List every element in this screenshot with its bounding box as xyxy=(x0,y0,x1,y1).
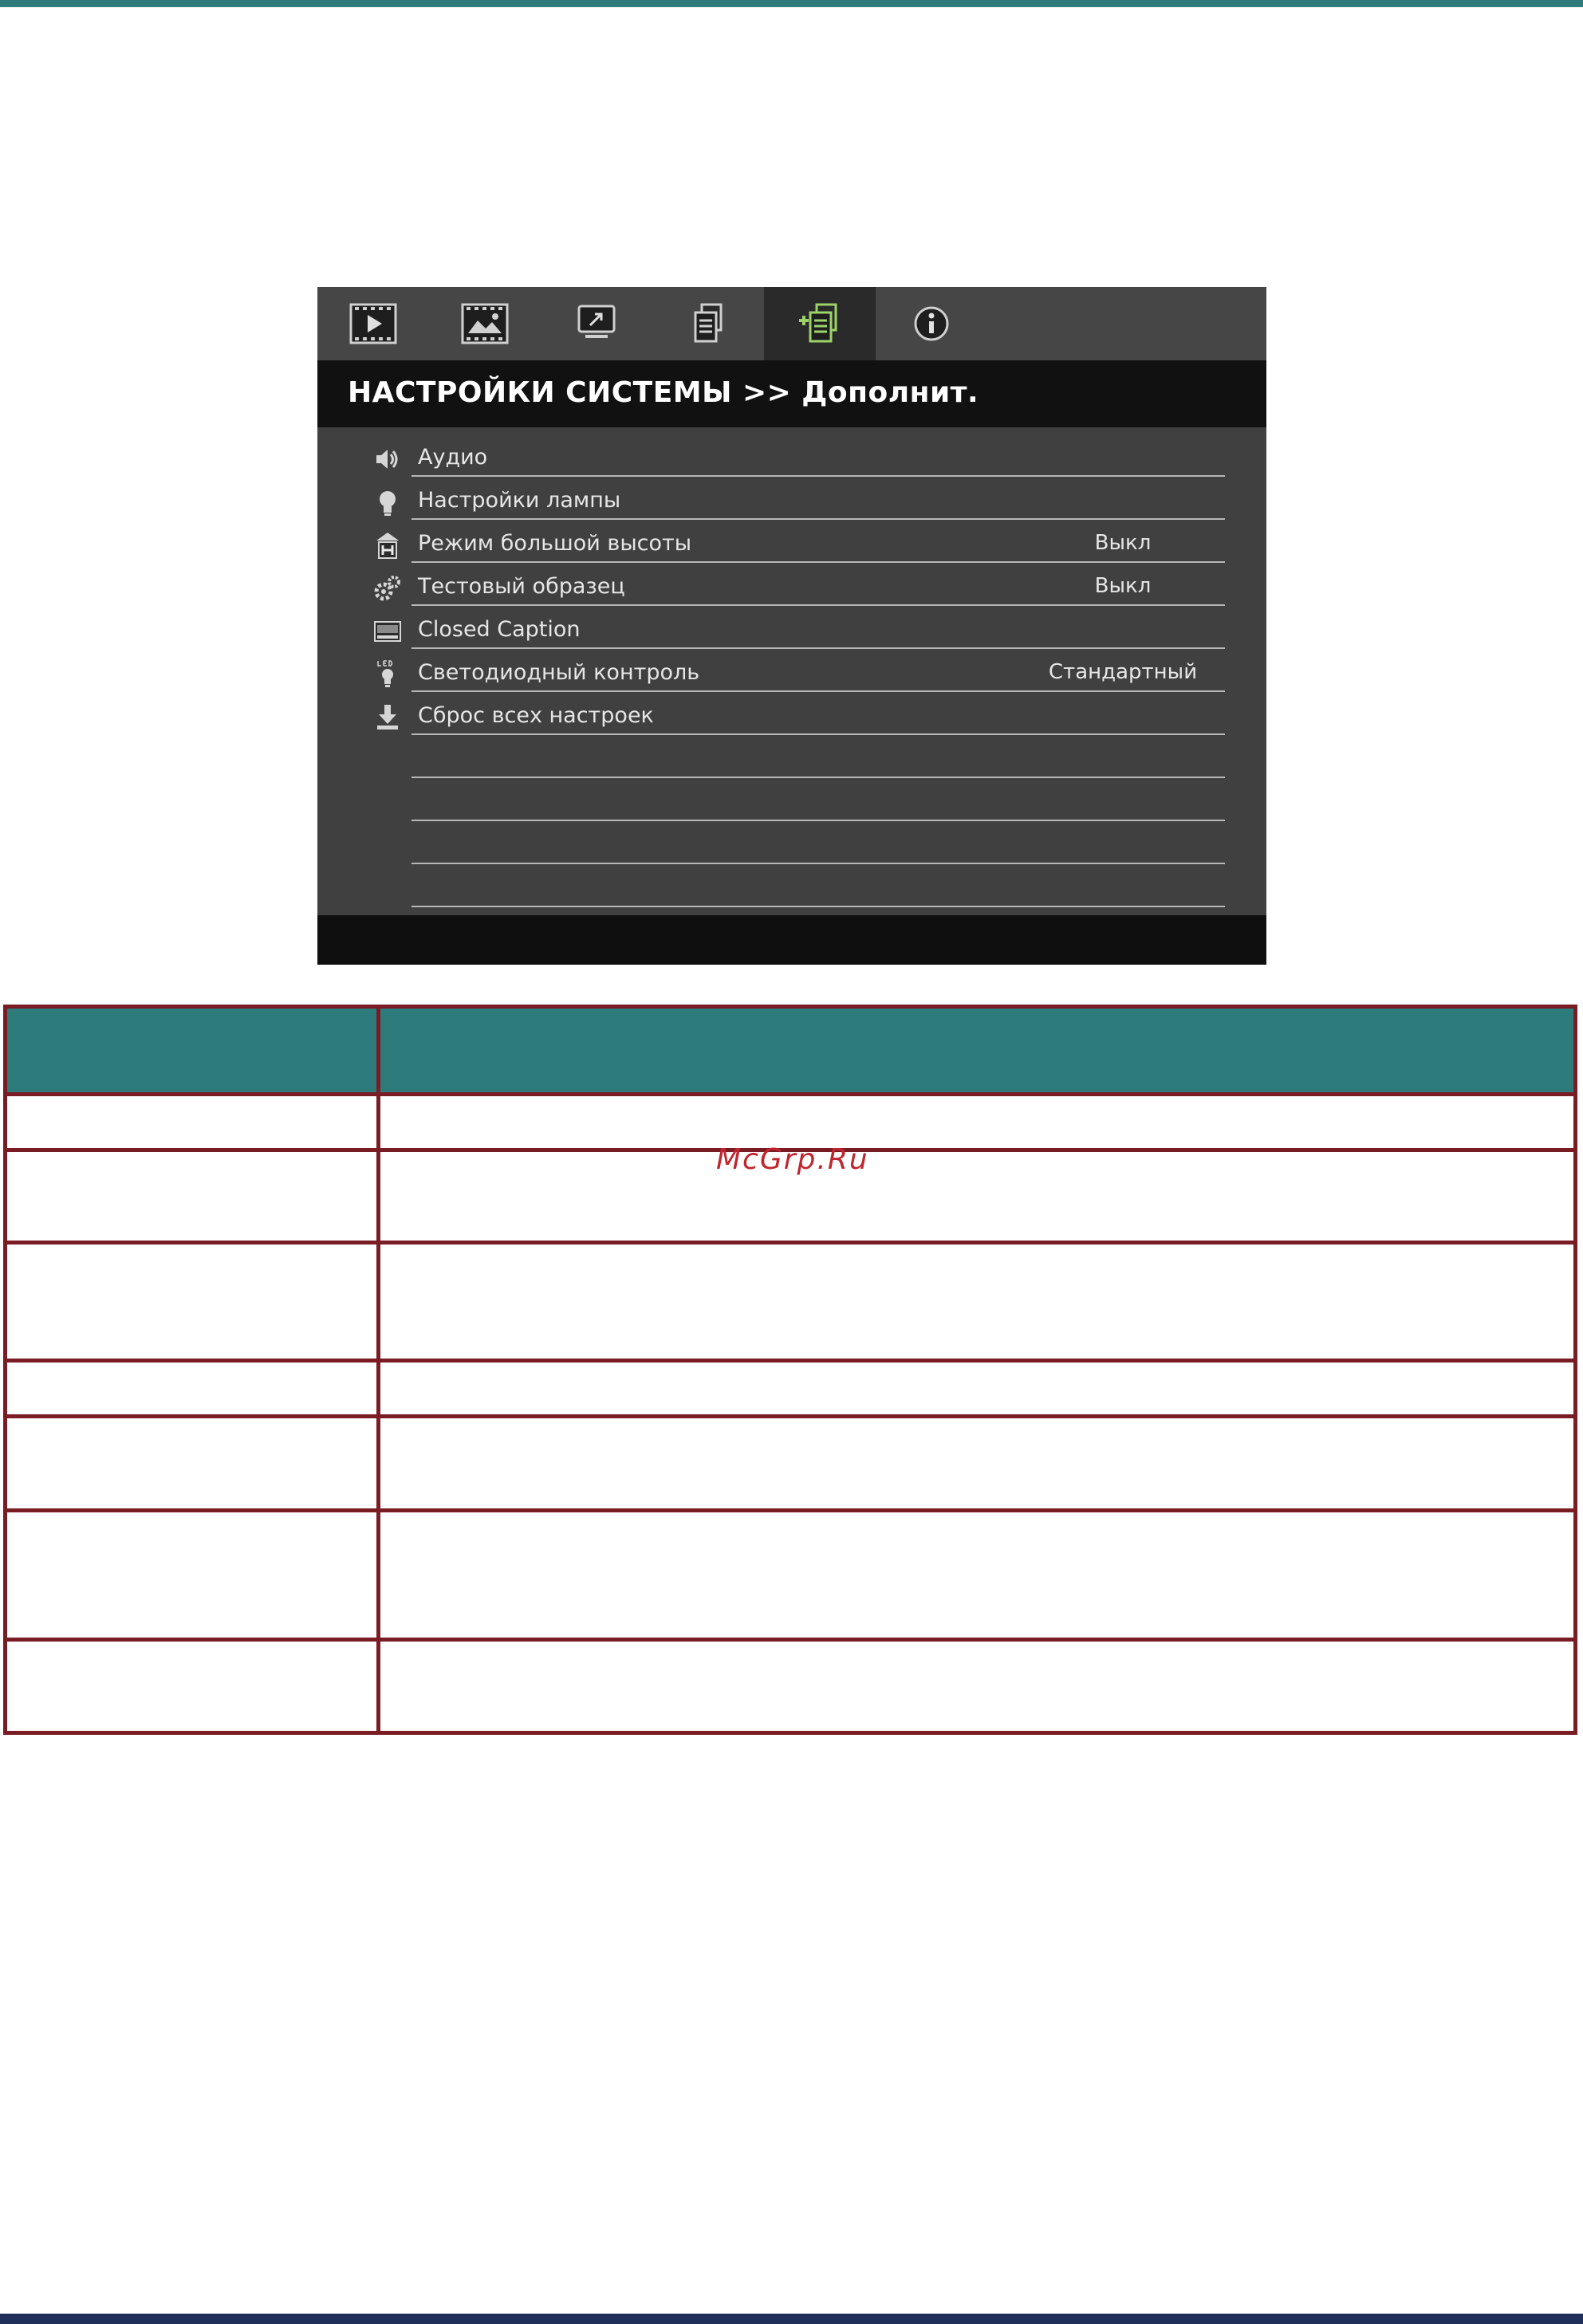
watermark-text: McGrp.Ru xyxy=(716,1143,869,1176)
osd-menu-item-high-altitude[interactable] xyxy=(317,521,1266,564)
table-row-divider xyxy=(3,1359,1577,1363)
osd-menu-item-led-control[interactable] xyxy=(317,651,1266,694)
closed-caption-icon xyxy=(373,617,402,646)
info-tab-icon xyxy=(909,301,954,346)
osd-divider xyxy=(412,475,1225,477)
osd-tab-setup-advanced[interactable] xyxy=(764,287,876,360)
setup-basic-tab-icon xyxy=(686,301,730,346)
image-tab-icon xyxy=(348,301,398,346)
osd-menu-item-reset-all[interactable] xyxy=(317,694,1266,737)
osd-divider xyxy=(412,647,1225,649)
table-row-divider xyxy=(3,1638,1577,1642)
osd-item-value[interactable]: Выкл xyxy=(1094,531,1152,555)
table-row-divider xyxy=(3,1414,1577,1418)
reset-download-icon xyxy=(373,703,402,732)
osd-footer-bar xyxy=(317,915,1266,965)
osd-divider xyxy=(412,518,1225,520)
osd-tab-bar xyxy=(317,287,1266,360)
osd-item-label: Аудио xyxy=(418,445,488,470)
high-altitude-icon xyxy=(373,531,402,560)
osd-menu-item-closed-caption[interactable] xyxy=(317,608,1266,651)
osd-tab-picture[interactable] xyxy=(429,287,541,360)
osd-title-bar xyxy=(317,360,1266,427)
osd-menu-item-audio[interactable] xyxy=(317,435,1266,478)
osd-item-label: Тестовый образец xyxy=(418,574,625,599)
osd-menu-item-lamp[interactable] xyxy=(317,478,1266,521)
osd-divider xyxy=(412,820,1225,821)
led-icon xyxy=(373,660,402,689)
osd-divider xyxy=(412,561,1225,563)
speaker-icon xyxy=(373,445,402,474)
table-border xyxy=(3,1731,1577,1735)
picture-settings-tab-icon xyxy=(460,301,510,346)
osd-divider xyxy=(412,863,1225,864)
bottom-rule xyxy=(0,2314,1583,2324)
table-header-row xyxy=(6,1008,1574,1092)
osd-divider xyxy=(412,604,1225,606)
lamp-icon xyxy=(373,488,402,517)
table-column-divider xyxy=(376,1005,380,1735)
table-border xyxy=(3,1005,7,1735)
osd-tab-display[interactable] xyxy=(541,287,652,360)
osd-tab-info[interactable] xyxy=(876,287,987,360)
test-pattern-icon xyxy=(373,574,402,603)
table-row-divider xyxy=(3,1241,1577,1245)
osd-item-label: Closed Caption xyxy=(418,617,581,642)
display-tab-icon xyxy=(574,301,619,346)
osd-tab-setup-basic[interactable] xyxy=(652,287,764,360)
setup-advanced-tab-icon xyxy=(796,301,844,346)
top-rule xyxy=(0,0,1583,7)
osd-divider xyxy=(412,690,1225,692)
osd-menu-item-test-pattern[interactable] xyxy=(317,564,1266,608)
table-border xyxy=(3,1005,1577,1009)
osd-title: НАСТРОЙКИ СИСТЕМЫ >> Дополнит. xyxy=(348,376,979,409)
osd-item-value[interactable]: Стандартный xyxy=(1048,660,1198,684)
osd-item-label: Настройки лампы xyxy=(418,488,621,513)
osd-item-label: Сброс всех настроек xyxy=(418,703,654,728)
osd-divider xyxy=(412,906,1225,907)
osd-menu-screenshot xyxy=(317,287,1266,965)
osd-item-label: Режим большой высоты xyxy=(418,531,692,556)
description-table xyxy=(3,1005,1577,1735)
osd-divider xyxy=(412,777,1225,778)
osd-divider xyxy=(412,733,1225,735)
table-row-divider xyxy=(3,1508,1577,1512)
osd-item-value[interactable]: Выкл xyxy=(1094,574,1152,598)
table-row-divider xyxy=(3,1092,1577,1096)
osd-item-label: Светодиодный контроль xyxy=(418,660,700,685)
table-border xyxy=(1573,1005,1577,1735)
osd-tab-image[interactable] xyxy=(317,287,429,360)
